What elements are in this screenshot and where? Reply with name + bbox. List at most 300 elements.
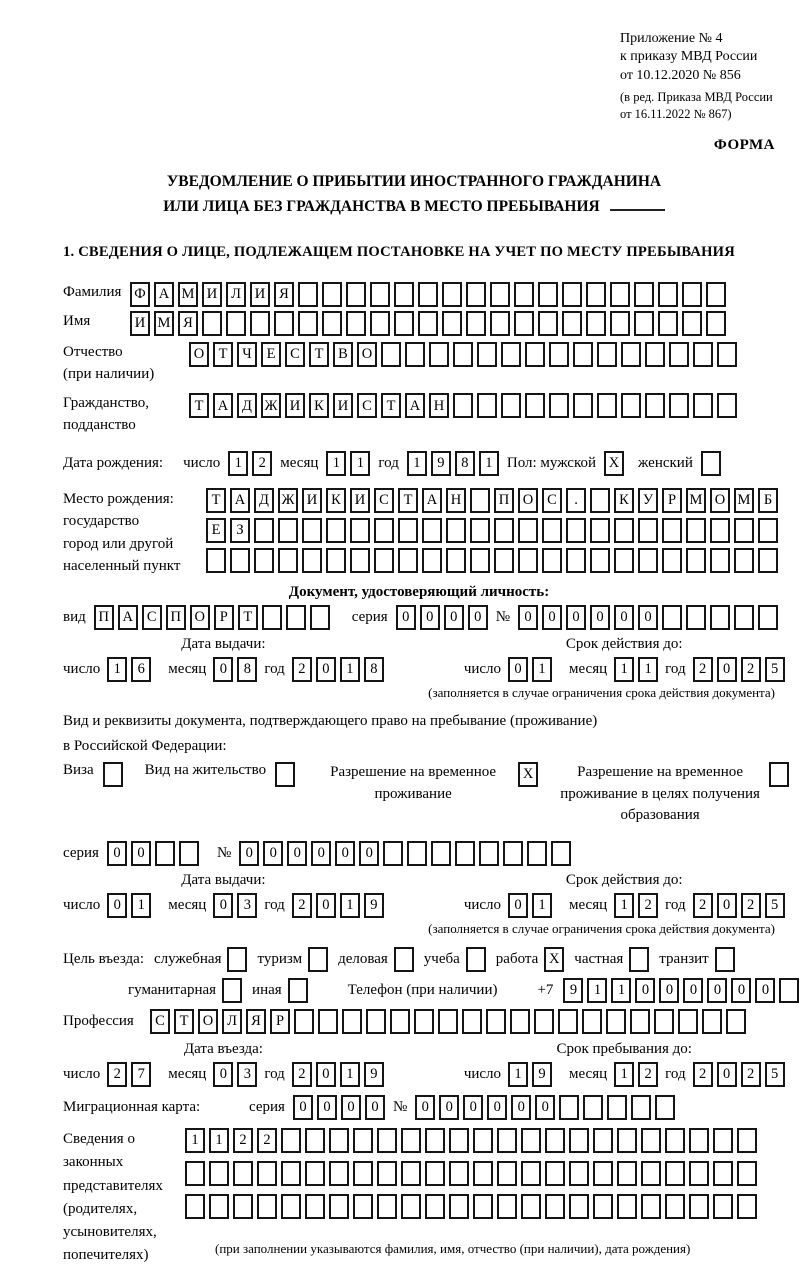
char-box[interactable] <box>702 1009 722 1034</box>
char-box[interactable] <box>490 311 510 336</box>
char-box[interactable] <box>274 311 294 336</box>
char-box[interactable]: 2 <box>638 893 658 918</box>
char-box[interactable] <box>466 311 486 336</box>
char-box[interactable]: 1 <box>611 978 631 1003</box>
char-box[interactable] <box>549 393 569 418</box>
char-box[interactable] <box>442 282 462 307</box>
char-box[interactable] <box>353 1161 373 1186</box>
char-box[interactable] <box>606 1009 626 1034</box>
char-box[interactable]: 0 <box>341 1095 361 1120</box>
char-box[interactable] <box>662 518 682 543</box>
char-box[interactable] <box>473 1161 493 1186</box>
char-box[interactable] <box>779 978 799 1003</box>
char-box[interactable]: 1 <box>228 451 248 476</box>
char-box[interactable]: 2 <box>252 451 272 476</box>
char-box[interactable]: К <box>614 488 634 513</box>
char-box[interactable]: 1 <box>532 893 552 918</box>
char-box[interactable]: 0 <box>683 978 703 1003</box>
char-box[interactable] <box>350 518 370 543</box>
char-box[interactable] <box>641 1128 661 1153</box>
char-box[interactable] <box>621 342 641 367</box>
char-box[interactable]: 0 <box>638 605 658 630</box>
char-box[interactable] <box>710 548 730 573</box>
char-box[interactable]: Я <box>246 1009 266 1034</box>
char-box[interactable] <box>366 1009 386 1034</box>
char-box[interactable] <box>394 282 414 307</box>
char-box[interactable]: 0 <box>420 605 440 630</box>
char-box[interactable] <box>693 393 713 418</box>
char-box[interactable] <box>726 1009 746 1034</box>
char-box[interactable] <box>593 1161 613 1186</box>
char-box[interactable] <box>669 342 689 367</box>
char-box[interactable] <box>693 342 713 367</box>
char-box[interactable] <box>431 841 451 866</box>
char-box[interactable] <box>288 978 308 1003</box>
char-box[interactable]: 1 <box>340 657 360 682</box>
char-box[interactable] <box>665 1161 685 1186</box>
char-box[interactable]: 0 <box>131 841 151 866</box>
char-box[interactable]: А <box>213 393 233 418</box>
char-box[interactable]: С <box>542 488 562 513</box>
char-box[interactable] <box>573 342 593 367</box>
char-box[interactable]: 2 <box>233 1128 253 1153</box>
char-box[interactable]: 0 <box>511 1095 531 1120</box>
char-box[interactable]: М <box>154 311 174 336</box>
char-box[interactable] <box>617 1161 637 1186</box>
char-box[interactable]: О <box>190 605 210 630</box>
char-box[interactable]: 1 <box>131 893 151 918</box>
char-box[interactable] <box>455 841 475 866</box>
char-box[interactable]: Р <box>270 1009 290 1034</box>
char-box[interactable]: 1 <box>479 451 499 476</box>
char-box[interactable]: 3 <box>237 893 257 918</box>
char-box[interactable]: 0 <box>263 841 283 866</box>
char-box[interactable]: 1 <box>587 978 607 1003</box>
char-box[interactable]: 3 <box>237 1062 257 1087</box>
char-box[interactable] <box>497 1128 517 1153</box>
char-box[interactable] <box>686 518 706 543</box>
char-box[interactable]: Я <box>274 282 294 307</box>
char-box[interactable] <box>377 1194 397 1219</box>
char-box[interactable] <box>302 518 322 543</box>
char-box[interactable] <box>758 518 778 543</box>
char-box[interactable] <box>527 841 547 866</box>
char-box[interactable]: Д <box>254 488 274 513</box>
char-box[interactable] <box>377 1128 397 1153</box>
char-box[interactable]: У <box>638 488 658 513</box>
char-box[interactable]: Р <box>662 488 682 513</box>
char-box[interactable]: 1 <box>614 657 634 682</box>
char-box[interactable] <box>573 393 593 418</box>
char-box[interactable] <box>394 311 414 336</box>
char-box[interactable] <box>202 311 222 336</box>
char-box[interactable] <box>545 1161 565 1186</box>
char-box[interactable]: 8 <box>455 451 475 476</box>
char-box[interactable] <box>569 1128 589 1153</box>
char-box[interactable]: 0 <box>566 605 586 630</box>
char-box[interactable] <box>477 342 497 367</box>
char-box[interactable] <box>466 282 486 307</box>
char-box[interactable] <box>449 1128 469 1153</box>
char-box[interactable]: 2 <box>292 657 312 682</box>
char-box[interactable] <box>278 518 298 543</box>
char-box[interactable]: 0 <box>535 1095 555 1120</box>
char-box[interactable] <box>682 282 702 307</box>
char-box[interactable] <box>305 1128 325 1153</box>
char-box[interactable]: 1 <box>407 451 427 476</box>
char-box[interactable] <box>514 282 534 307</box>
char-box[interactable] <box>610 282 630 307</box>
char-box[interactable]: 0 <box>717 1062 737 1087</box>
char-box[interactable] <box>590 488 610 513</box>
char-box[interactable] <box>262 605 282 630</box>
char-box[interactable]: 0 <box>731 978 751 1003</box>
char-box[interactable] <box>737 1128 757 1153</box>
char-box[interactable]: 0 <box>396 605 416 630</box>
char-box[interactable] <box>370 282 390 307</box>
char-box[interactable]: 1 <box>340 1062 360 1087</box>
char-box[interactable]: А <box>422 488 442 513</box>
char-box[interactable]: 0 <box>213 893 233 918</box>
char-box[interactable] <box>645 342 665 367</box>
char-box[interactable]: Б <box>758 488 778 513</box>
char-box[interactable]: П <box>494 488 514 513</box>
char-box[interactable] <box>473 1194 493 1219</box>
char-box[interactable] <box>329 1161 349 1186</box>
char-box[interactable] <box>294 1009 314 1034</box>
char-box[interactable]: 0 <box>487 1095 507 1120</box>
char-box[interactable]: Н <box>429 393 449 418</box>
char-box[interactable] <box>734 518 754 543</box>
char-box[interactable]: А <box>154 282 174 307</box>
char-box[interactable] <box>569 1161 589 1186</box>
char-box[interactable]: М <box>686 488 706 513</box>
char-box[interactable] <box>518 548 538 573</box>
char-box[interactable] <box>654 1009 674 1034</box>
char-box[interactable] <box>645 393 665 418</box>
char-box[interactable] <box>470 548 490 573</box>
char-box[interactable] <box>551 841 571 866</box>
char-box[interactable]: 2 <box>292 1062 312 1087</box>
char-box[interactable]: К <box>326 488 346 513</box>
char-box[interactable]: 2 <box>741 657 761 682</box>
char-box[interactable] <box>538 311 558 336</box>
char-box[interactable]: 0 <box>365 1095 385 1120</box>
char-box[interactable] <box>621 393 641 418</box>
char-box[interactable]: 0 <box>359 841 379 866</box>
char-box[interactable] <box>686 605 706 630</box>
char-box[interactable]: 0 <box>107 893 127 918</box>
char-box[interactable] <box>346 282 366 307</box>
char-box[interactable] <box>353 1194 373 1219</box>
char-box[interactable]: 1 <box>209 1128 229 1153</box>
char-box[interactable]: Т <box>398 488 418 513</box>
char-box[interactable] <box>103 762 123 787</box>
char-box[interactable] <box>449 1194 469 1219</box>
char-box[interactable] <box>401 1194 421 1219</box>
char-box[interactable]: 2 <box>693 657 713 682</box>
char-box[interactable] <box>590 548 610 573</box>
char-box[interactable]: 0 <box>213 657 233 682</box>
char-box[interactable]: 0 <box>415 1095 435 1120</box>
char-box[interactable]: А <box>405 393 425 418</box>
char-box[interactable] <box>257 1161 277 1186</box>
char-box[interactable]: X <box>604 451 624 476</box>
char-box[interactable] <box>470 488 490 513</box>
char-box[interactable]: И <box>130 311 150 336</box>
char-box[interactable] <box>422 548 442 573</box>
char-box[interactable] <box>542 518 562 543</box>
char-box[interactable] <box>710 518 730 543</box>
char-box[interactable]: С <box>357 393 377 418</box>
char-box[interactable] <box>305 1161 325 1186</box>
char-box[interactable] <box>514 311 534 336</box>
char-box[interactable] <box>737 1194 757 1219</box>
char-box[interactable] <box>686 548 706 573</box>
char-box[interactable] <box>562 282 582 307</box>
char-box[interactable] <box>394 947 414 972</box>
char-box[interactable] <box>185 1194 205 1219</box>
char-box[interactable]: П <box>94 605 114 630</box>
char-box[interactable] <box>758 548 778 573</box>
char-box[interactable] <box>706 282 726 307</box>
char-box[interactable] <box>322 282 342 307</box>
char-box[interactable]: 0 <box>239 841 259 866</box>
char-box[interactable] <box>590 518 610 543</box>
char-box[interactable]: 2 <box>693 1062 713 1087</box>
char-box[interactable] <box>717 393 737 418</box>
char-box[interactable] <box>405 342 425 367</box>
char-box[interactable]: 0 <box>635 978 655 1003</box>
char-box[interactable] <box>377 1161 397 1186</box>
char-box[interactable] <box>559 1095 579 1120</box>
char-box[interactable]: 1 <box>532 657 552 682</box>
char-box[interactable] <box>593 1194 613 1219</box>
char-box[interactable]: С <box>150 1009 170 1034</box>
char-box[interactable] <box>470 518 490 543</box>
char-box[interactable]: О <box>518 488 538 513</box>
char-box[interactable] <box>758 605 778 630</box>
char-box[interactable] <box>518 518 538 543</box>
char-box[interactable]: 5 <box>765 1062 785 1087</box>
char-box[interactable] <box>298 311 318 336</box>
char-box[interactable]: О <box>357 342 377 367</box>
char-box[interactable] <box>446 548 466 573</box>
char-box[interactable] <box>350 548 370 573</box>
char-box[interactable] <box>250 311 270 336</box>
char-box[interactable]: 1 <box>107 657 127 682</box>
char-box[interactable] <box>233 1161 253 1186</box>
char-box[interactable] <box>597 342 617 367</box>
char-box[interactable]: Т <box>189 393 209 418</box>
char-box[interactable] <box>329 1194 349 1219</box>
char-box[interactable] <box>658 282 678 307</box>
char-box[interactable]: Р <box>214 605 234 630</box>
char-box[interactable] <box>462 1009 482 1034</box>
char-box[interactable]: 1 <box>185 1128 205 1153</box>
char-box[interactable] <box>658 311 678 336</box>
char-box[interactable]: И <box>333 393 353 418</box>
char-box[interactable]: 0 <box>317 1095 337 1120</box>
char-box[interactable] <box>566 518 586 543</box>
char-box[interactable] <box>438 1009 458 1034</box>
char-box[interactable] <box>425 1161 445 1186</box>
char-box[interactable] <box>525 393 545 418</box>
char-box[interactable] <box>407 841 427 866</box>
char-box[interactable] <box>734 605 754 630</box>
char-box[interactable] <box>715 947 735 972</box>
char-box[interactable]: 1 <box>614 893 634 918</box>
char-box[interactable] <box>318 1009 338 1034</box>
char-box[interactable] <box>655 1095 675 1120</box>
char-box[interactable] <box>769 762 789 787</box>
char-box[interactable]: Т <box>174 1009 194 1034</box>
char-box[interactable] <box>281 1128 301 1153</box>
char-box[interactable] <box>230 548 250 573</box>
char-box[interactable]: 0 <box>508 893 528 918</box>
char-box[interactable]: Е <box>261 342 281 367</box>
char-box[interactable] <box>370 311 390 336</box>
char-box[interactable] <box>597 393 617 418</box>
char-box[interactable] <box>610 311 630 336</box>
char-box[interactable] <box>449 1161 469 1186</box>
char-box[interactable]: 2 <box>693 893 713 918</box>
char-box[interactable]: Т <box>309 342 329 367</box>
char-box[interactable]: Л <box>222 1009 242 1034</box>
char-box[interactable] <box>254 518 274 543</box>
char-box[interactable]: 9 <box>431 451 451 476</box>
char-box[interactable]: 2 <box>107 1062 127 1087</box>
char-box[interactable]: 0 <box>518 605 538 630</box>
char-box[interactable] <box>383 841 403 866</box>
char-box[interactable] <box>329 1128 349 1153</box>
char-box[interactable]: О <box>198 1009 218 1034</box>
char-box[interactable]: Ф <box>130 282 150 307</box>
char-box[interactable] <box>534 1009 554 1034</box>
char-box[interactable]: 9 <box>364 893 384 918</box>
char-box[interactable]: 0 <box>213 1062 233 1087</box>
char-box[interactable]: Т <box>381 393 401 418</box>
char-box[interactable] <box>629 947 649 972</box>
char-box[interactable]: 0 <box>335 841 355 866</box>
char-box[interactable] <box>179 841 199 866</box>
char-box[interactable] <box>466 947 486 972</box>
char-box[interactable]: 2 <box>741 893 761 918</box>
char-box[interactable]: 0 <box>463 1095 483 1120</box>
char-box[interactable] <box>302 548 322 573</box>
char-box[interactable] <box>209 1194 229 1219</box>
char-box[interactable]: 9 <box>563 978 583 1003</box>
char-box[interactable]: И <box>202 282 222 307</box>
char-box[interactable] <box>614 518 634 543</box>
char-box[interactable]: 2 <box>292 893 312 918</box>
char-box[interactable] <box>278 548 298 573</box>
char-box[interactable] <box>638 548 658 573</box>
char-box[interactable]: 0 <box>316 893 336 918</box>
char-box[interactable] <box>710 605 730 630</box>
char-box[interactable] <box>562 311 582 336</box>
char-box[interactable] <box>665 1194 685 1219</box>
char-box[interactable] <box>583 1095 603 1120</box>
char-box[interactable]: 0 <box>311 841 331 866</box>
char-box[interactable]: В <box>333 342 353 367</box>
char-box[interactable] <box>569 1194 589 1219</box>
char-box[interactable]: Л <box>226 282 246 307</box>
char-box[interactable]: 0 <box>717 657 737 682</box>
char-box[interactable] <box>374 518 394 543</box>
char-box[interactable] <box>305 1194 325 1219</box>
char-box[interactable] <box>453 342 473 367</box>
char-box[interactable] <box>586 282 606 307</box>
char-box[interactable] <box>510 1009 530 1034</box>
char-box[interactable] <box>566 548 586 573</box>
char-box[interactable] <box>634 282 654 307</box>
char-box[interactable] <box>281 1161 301 1186</box>
char-box[interactable] <box>477 393 497 418</box>
char-box[interactable]: С <box>285 342 305 367</box>
char-box[interactable]: Д <box>237 393 257 418</box>
char-box[interactable] <box>678 1009 698 1034</box>
char-box[interactable] <box>641 1161 661 1186</box>
char-box[interactable] <box>713 1161 733 1186</box>
char-box[interactable] <box>322 311 342 336</box>
char-box[interactable] <box>473 1128 493 1153</box>
char-box[interactable] <box>662 548 682 573</box>
char-box[interactable] <box>486 1009 506 1034</box>
char-box[interactable]: Е <box>206 518 226 543</box>
char-box[interactable] <box>425 1128 445 1153</box>
char-box[interactable] <box>689 1128 709 1153</box>
char-box[interactable] <box>286 605 306 630</box>
char-box[interactable] <box>254 548 274 573</box>
char-box[interactable] <box>374 548 394 573</box>
char-box[interactable] <box>706 311 726 336</box>
char-box[interactable] <box>521 1161 541 1186</box>
char-box[interactable] <box>446 518 466 543</box>
char-box[interactable]: Я <box>178 311 198 336</box>
char-box[interactable]: А <box>230 488 250 513</box>
char-box[interactable]: 0 <box>659 978 679 1003</box>
char-box[interactable]: Ж <box>278 488 298 513</box>
char-box[interactable]: 2 <box>257 1128 277 1153</box>
char-box[interactable]: С <box>374 488 394 513</box>
char-box[interactable] <box>275 762 295 787</box>
char-box[interactable] <box>582 1009 602 1034</box>
char-box[interactable]: 1 <box>614 1062 634 1087</box>
char-box[interactable] <box>401 1128 421 1153</box>
char-box[interactable] <box>713 1194 733 1219</box>
char-box[interactable] <box>542 548 562 573</box>
char-box[interactable] <box>310 605 330 630</box>
char-box[interactable] <box>593 1128 613 1153</box>
char-box[interactable]: 0 <box>107 841 127 866</box>
char-box[interactable] <box>521 1194 541 1219</box>
char-box[interactable]: С <box>142 605 162 630</box>
char-box[interactable]: 2 <box>638 1062 658 1087</box>
char-box[interactable] <box>630 1009 650 1034</box>
char-box[interactable]: О <box>710 488 730 513</box>
char-box[interactable] <box>634 311 654 336</box>
char-box[interactable] <box>422 518 442 543</box>
char-box[interactable] <box>713 1128 733 1153</box>
char-box[interactable]: 0 <box>439 1095 459 1120</box>
char-box[interactable] <box>538 282 558 307</box>
char-box[interactable]: 7 <box>131 1062 151 1087</box>
char-box[interactable]: 5 <box>765 893 785 918</box>
char-box[interactable] <box>227 947 247 972</box>
char-box[interactable]: 0 <box>444 605 464 630</box>
char-box[interactable]: 0 <box>468 605 488 630</box>
